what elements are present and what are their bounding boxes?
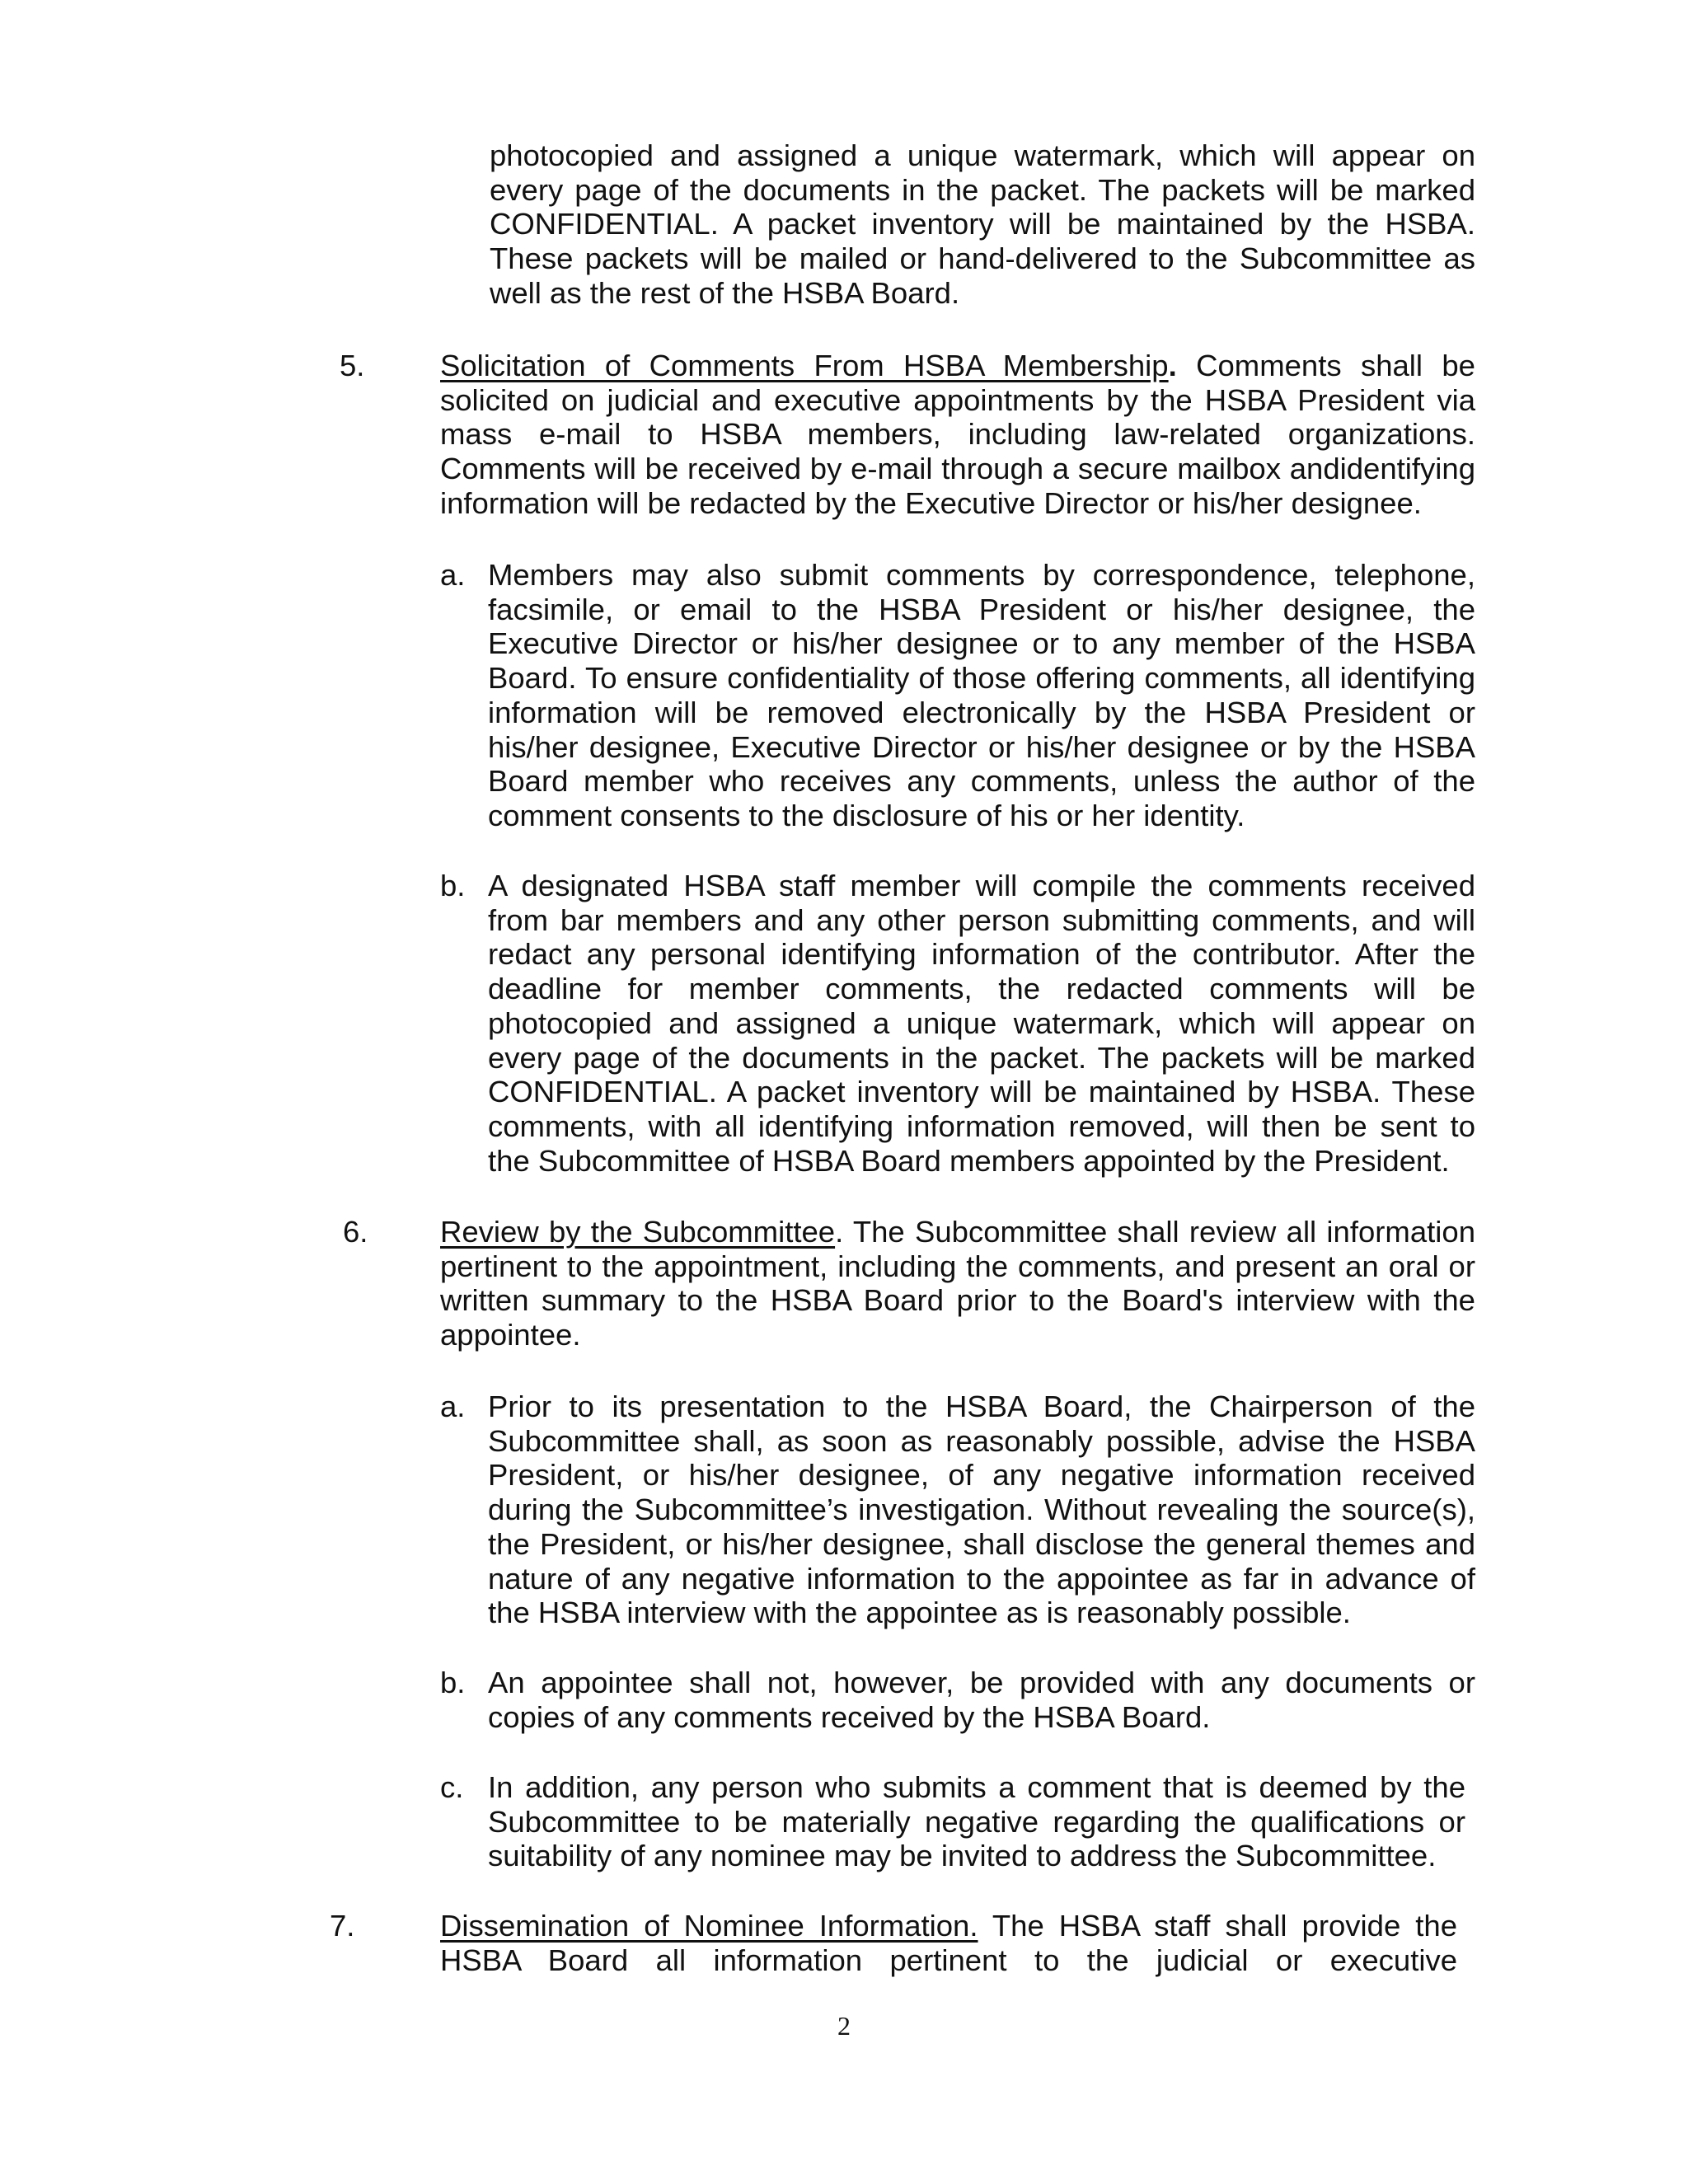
section-6-paragraph xyxy=(440,1215,1475,1352)
section-5-body: Comments shall be solicited on judicial and executive appointments by the HSBA President via mass e-mail to HSBA members, including law-related organizations. Comments will be received by e-mail through a secure mailbox andidentifying information will be redacted by the Executive Director or his/her designee. xyxy=(440,349,1475,520)
section-7-number: 7. xyxy=(330,1909,355,1943)
section-6-item-c xyxy=(440,1770,1465,1873)
page-number: 2 xyxy=(837,2011,851,2041)
section-5-paragraph xyxy=(440,349,1475,521)
item-label: c. xyxy=(440,1770,464,1804)
item-label: b. xyxy=(440,1666,466,1699)
section-6-item-a xyxy=(440,1390,1475,1630)
item-label: a. xyxy=(440,1390,466,1423)
section-6-heading: Review by the Subcommittee xyxy=(440,1215,836,1249)
section-5-item-a xyxy=(440,558,1475,833)
item-label: a. xyxy=(440,558,466,592)
section-6-number: 6. xyxy=(343,1215,368,1249)
item-text: Members may also submit comments by correspondence, telephone, facsimile, or email to the HSBA President or his/her designee, the Executive Director or his/her designee or to any member of the HSBA Board. To ensure confidentiality of those offering comments, all identifying information will be removed electronically by the HSBA President or his/her designee, Executive Director or his/her designee or by the HSBA Board member who receives any comments, unless the author of the comment consents to the disclosure of his or her identity. xyxy=(488,558,1475,832)
item-text: An appointee shall not, however, be provided with any documents or copies of any comments received by the HSBA Board. xyxy=(488,1666,1475,1734)
item-text: In addition, any person who submits a comment that is deemed by the Subcommittee to be materially negative regarding the qualifications or suitability of any nominee may be invited to address the Subcommittee. xyxy=(488,1770,1465,1873)
section-5-heading-period: . xyxy=(1168,349,1177,382)
section-5-heading: Solicitation of Comments From HSBA Membership xyxy=(440,349,1169,382)
section-7-heading: Dissemination of Nominee Information. xyxy=(440,1909,978,1943)
section-5-number: 5. xyxy=(340,349,365,382)
intro-paragraph: photocopied and assigned a unique watermark, which will appear on every page of the documents in the packet. The packets will be marked CONFIDENTIAL. A packet inventory will be maintained by the HSBA. These packets will be mailed or hand-delivered to the Subcommittee as well as the rest of the HSBA Board. xyxy=(490,138,1475,310)
section-6-item-b xyxy=(440,1666,1475,1734)
section-7-body: The HSBA staff shall provide the HSBA Board all information pertinent to the judicial or executive xyxy=(440,1909,1457,1977)
item-text: Prior to its presentation to the HSBA Board, the Chairperson of the Subcommittee shall, as soon as reasonably possible, advise the HSBA President, or his/her designee, of any negative information received during the Subcommittee’s investigation. Without revealing the source(s), the President, or his/her designee, shall disclose the general themes and nature of any negative information to the appointee as far in advance of the HSBA interview with the appointee as is reasonably possible. xyxy=(488,1390,1475,1630)
section-5-item-b xyxy=(440,869,1475,1178)
section-6-body: . The Subcommittee shall review all information pertinent to the appointment, including the comments, and present an oral or written summary to the HSBA Board prior to the Board's interview with the appointee. xyxy=(440,1215,1475,1352)
item-text: A designated HSBA staff member will compile the comments received from bar members and any other person submitting comments, and will redact any personal identifying information of the contributor. After the deadline for member comments, the redacted comments will be photocopied and assigned a unique watermark, which will appear on every page of the documents in the packet. The packets will be marked CONFIDENTIAL. A packet inventory will be maintained by HSBA. These comments, with all identifying information removed, will then be sent to the Subcommittee of HSBA Board members appointed by the President. xyxy=(488,869,1475,1178)
section-7-paragraph xyxy=(440,1909,1457,1977)
item-label: b. xyxy=(440,869,466,902)
